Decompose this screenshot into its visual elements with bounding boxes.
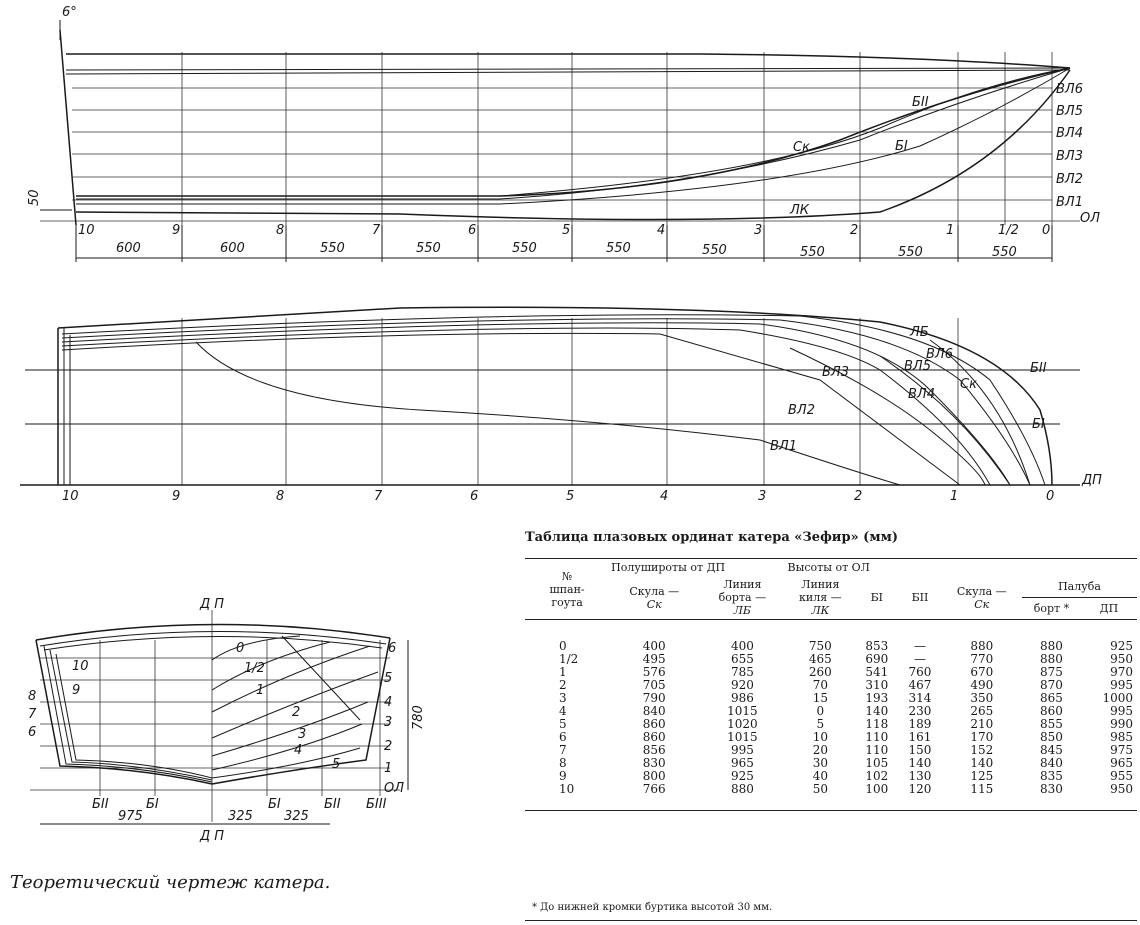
- chine-header-a: Скула —: [629, 584, 680, 598]
- station-number-cell: 2: [559, 678, 567, 692]
- offset-cell: 995: [730, 743, 754, 757]
- lb-header-a: Линия: [723, 578, 762, 591]
- profile-curve-label-chine: Ск: [793, 140, 810, 155]
- plan-station-label: 0: [1046, 489, 1055, 504]
- profile-wl-label: ВЛ6: [1056, 82, 1083, 97]
- station-number-cell: 10: [525, 783, 609, 811]
- lk-header-b: киля —: [799, 591, 842, 604]
- offset-cell: 840: [1039, 756, 1063, 770]
- profile-station-label: 3: [754, 223, 763, 238]
- profile-station-label: 6: [468, 223, 477, 238]
- profile-station-label: 8: [276, 223, 285, 238]
- profile-wl-label: ВЛ1: [1056, 195, 1083, 210]
- offset-cell: 265: [970, 704, 994, 718]
- table-row: [525, 783, 1137, 811]
- body-buttock-label: БII: [324, 797, 341, 812]
- plan-vl2: [62, 333, 960, 485]
- offset-cell: 880: [970, 639, 994, 653]
- body-aft-station-label: 7: [28, 707, 37, 722]
- offset-cell: 105: [865, 756, 889, 770]
- profile-station-label: 10: [78, 223, 95, 238]
- offset-cell: 350: [970, 691, 994, 705]
- profile-wl-label: ВЛ5: [1056, 104, 1083, 119]
- table-title: Таблица плазовых ординат катера «Зефир» (мм): [525, 530, 899, 545]
- plan-station-label: 3: [758, 489, 767, 504]
- offset-cell: 140: [908, 756, 932, 770]
- plan-vl3: [62, 328, 990, 485]
- station-number-cell: 1/2: [559, 652, 579, 666]
- offset-cell: 495: [642, 652, 666, 666]
- body-dim-label: 325: [284, 809, 309, 824]
- offset-cell: 541: [865, 665, 889, 679]
- offset-cell: 880: [1039, 639, 1063, 653]
- profile-spacing-label: 600: [220, 241, 245, 256]
- body-dim-label: 975: [118, 809, 143, 824]
- offset-cell: 161: [908, 730, 932, 744]
- offset-cell: 20: [812, 743, 828, 757]
- body-wl-label: 2: [384, 739, 393, 754]
- offset-cell: 830: [1022, 783, 1081, 811]
- profile-sheer: [66, 54, 1070, 68]
- body-fwd-station-label: 4: [294, 743, 303, 758]
- offset-cell: 845: [1039, 743, 1063, 757]
- offset-cell: 853: [865, 639, 889, 653]
- plan-label-vl4: ВЛ4: [908, 387, 935, 402]
- station-number-cell: 8: [559, 756, 567, 770]
- offset-cell: 260: [808, 665, 832, 679]
- lb-header: [699, 576, 785, 620]
- offset-cell: 870: [1039, 678, 1063, 692]
- profile-station-label: 7: [372, 223, 381, 238]
- body-section-3: [212, 702, 368, 756]
- offset-cell: 995: [1110, 678, 1133, 692]
- offset-cell: 925: [1110, 639, 1133, 653]
- offset-cell: 170: [970, 730, 994, 744]
- offset-cell: 210: [970, 717, 994, 731]
- body-buttock-label: БI: [146, 797, 159, 812]
- figure-caption: Теоретический чертеж катера.: [10, 872, 331, 893]
- plan-station-label: 2: [854, 489, 863, 504]
- body-bottom-dp-label: Д П: [200, 829, 225, 844]
- offset-cell: 490: [970, 678, 994, 692]
- offset-cell: 15: [812, 691, 828, 705]
- body-fwd-station-label: 1: [256, 683, 265, 698]
- body-wl-label: ОЛ: [384, 781, 405, 796]
- plan-label-vl1: ВЛ1: [770, 439, 797, 454]
- plan-label-dp: ДП: [1082, 473, 1102, 488]
- offset-cell: 990: [1110, 717, 1133, 731]
- plan-station-label: 8: [276, 489, 285, 504]
- profile-wl-label: ОЛ: [1080, 211, 1101, 226]
- body-dim-label: 325: [228, 809, 253, 824]
- profile-deck-edge-2: [66, 70, 1070, 74]
- offset-cell: 1015: [727, 704, 758, 718]
- offset-cell: 465: [808, 652, 832, 666]
- lb-header-b: борта —: [718, 591, 767, 604]
- profile-spacing-label: 550: [898, 245, 923, 260]
- half-breadths-header: Полушироты от ДП: [609, 559, 785, 577]
- offset-cell: 125: [970, 769, 994, 783]
- offset-cell: 152: [970, 743, 994, 757]
- body-buttock-label: БIII: [366, 797, 387, 812]
- body-section-9: [44, 646, 212, 782]
- chine2-header-a: Скула —: [956, 584, 1007, 598]
- plan-sheer-lb: [58, 307, 1052, 485]
- plan-station-label: 10: [62, 489, 79, 504]
- profile-spacing-label: 550: [606, 241, 631, 256]
- offset-cell: 110: [865, 730, 889, 744]
- body-buttock-label: БI: [268, 797, 281, 812]
- offset-cell: 120: [898, 783, 941, 811]
- plan-station-grid: [182, 318, 958, 485]
- profile-spacing-label: 550: [800, 245, 825, 260]
- offset-cell: 965: [1110, 756, 1133, 770]
- offset-cell: 790: [642, 691, 666, 705]
- offset-cell: 860: [1039, 704, 1063, 718]
- profile-transom: [60, 30, 76, 225]
- offset-cell: 193: [865, 691, 889, 705]
- plan-station-label: 1: [950, 489, 959, 504]
- offset-cell: 865: [1039, 691, 1063, 705]
- offset-cell: 840: [642, 704, 666, 718]
- offset-cell: 400: [642, 639, 666, 653]
- offset-cell: 50: [785, 783, 855, 811]
- chine-header-b: Ск: [646, 597, 662, 611]
- lk-header-a: Линия: [801, 578, 840, 591]
- offsets-table: [525, 558, 1137, 811]
- offset-cell: 850: [1039, 730, 1063, 744]
- table-row: [525, 620, 1137, 654]
- offset-cell: 1015: [727, 730, 758, 744]
- offset-cell: 880: [1039, 652, 1063, 666]
- plan-station-label: 4: [660, 489, 669, 504]
- station-number-cell: 6: [559, 730, 567, 744]
- offset-cell: 975: [1110, 743, 1133, 757]
- offset-cell: 30: [812, 756, 828, 770]
- chine-header: [609, 576, 699, 620]
- offset-cell: 118: [865, 717, 889, 731]
- offset-cell: 10: [812, 730, 828, 744]
- body-fwd-station-label: 3: [298, 727, 307, 742]
- station-header: [525, 559, 609, 620]
- profile-view: [27, 5, 1100, 262]
- station-number-cell: 9: [559, 769, 567, 783]
- lb-header-c: ЛБ: [733, 604, 752, 617]
- offset-cell: 950: [1110, 652, 1133, 666]
- profile-spacing-label: 550: [416, 241, 441, 256]
- profile-spacing-label: 550: [512, 241, 537, 256]
- profile-offset-label: 50: [27, 189, 42, 206]
- offset-cell: 920: [730, 678, 754, 692]
- offset-cell: 100: [855, 783, 898, 811]
- body-grid: [30, 610, 400, 822]
- offset-cell: 986: [730, 691, 754, 705]
- plan-vl6: [62, 315, 1045, 485]
- offset-cell: —: [913, 639, 926, 653]
- deck-header: Палуба: [1022, 576, 1137, 597]
- offset-cell: 467: [908, 678, 932, 692]
- deck-side-header: борт *: [1022, 597, 1081, 619]
- plan-station-label: 5: [566, 489, 575, 504]
- body-wl-label: 1: [384, 761, 393, 776]
- offset-cell: 785: [730, 665, 754, 679]
- profile-station-label: 1/2: [998, 223, 1019, 238]
- profile-station-label: 0: [1042, 223, 1051, 238]
- offset-cell: 750: [808, 639, 832, 653]
- body-fwd-station-label: 0: [236, 641, 245, 656]
- offset-cell: 855: [1039, 717, 1063, 731]
- offset-cell: 655: [730, 652, 754, 666]
- body-section-fwd-outer: [212, 638, 393, 784]
- plan-station-label: 6: [470, 489, 479, 504]
- offset-cell: 40: [812, 769, 828, 783]
- offset-cell: 5: [816, 717, 825, 731]
- profile-spacing-label: 600: [116, 241, 141, 256]
- plan-station-label: 9: [172, 489, 181, 504]
- offset-cell: 830: [642, 756, 666, 770]
- profile-station-label: 4: [657, 223, 666, 238]
- body-wl-label: 4: [384, 695, 393, 710]
- offset-cell: 150: [908, 743, 932, 757]
- body-section-0: [212, 636, 300, 660]
- profile-spacing-label: 550: [992, 245, 1017, 260]
- offset-cell: 310: [865, 678, 889, 692]
- station-header-line2: шпан-: [549, 582, 585, 596]
- profile-station-label: 9: [172, 223, 181, 238]
- table-footnote: * До нижней кромки буртика высотой 30 мм.: [532, 902, 773, 913]
- plan-station-label: 7: [374, 489, 383, 504]
- plan-label-chine: Ск: [960, 377, 977, 392]
- lk-header-c: ЛК: [811, 604, 830, 617]
- plan-chine-run-2: [880, 356, 1010, 485]
- offset-cell: —: [913, 652, 926, 666]
- profile-curve-label-bii: БII: [912, 95, 929, 110]
- profile-station-label: 2: [850, 223, 859, 238]
- offset-cell: 0: [816, 704, 825, 718]
- plan-label-vl3: ВЛ3: [822, 365, 849, 380]
- offset-cell: 835: [1039, 769, 1063, 783]
- profile-curve-label-keel: ЛК: [790, 203, 810, 218]
- body-wl-label: 5: [384, 671, 393, 686]
- station-header-line1: №: [561, 569, 573, 583]
- offset-cell: 965: [730, 756, 754, 770]
- offset-cell: 985: [1110, 730, 1133, 744]
- station-number-cell: 3: [559, 691, 567, 705]
- offset-cell: 860: [642, 730, 666, 744]
- station-number-cell: 4: [559, 704, 567, 718]
- station-number-cell: 7: [559, 743, 567, 757]
- body-section-half: [212, 642, 330, 690]
- profile-wl-label: ВЛ2: [1056, 172, 1083, 187]
- profile-station-label: 5: [562, 223, 571, 238]
- profile-wl-label: ВЛ3: [1056, 149, 1083, 164]
- offset-cell: 400: [730, 639, 754, 653]
- offset-cell: 690: [865, 652, 889, 666]
- offset-cell: 140: [865, 704, 889, 718]
- table-footer-rule: [525, 920, 1137, 921]
- offset-cell: 130: [908, 769, 932, 783]
- profile-wl-label: ВЛ4: [1056, 126, 1083, 141]
- station-header-line3: гоута: [551, 595, 583, 609]
- profile-curve-label-bi: БI: [895, 139, 908, 154]
- chine2-header-b: Ск: [974, 597, 990, 611]
- offset-cell: 110: [865, 743, 889, 757]
- plan-vl5: [62, 319, 1030, 485]
- profile-spacing-label: 550: [320, 241, 345, 256]
- plan-label-bi: БI: [1032, 417, 1045, 432]
- offset-cell: 1000: [1102, 691, 1133, 705]
- offset-cell: 770: [970, 652, 994, 666]
- offset-cell: 140: [970, 756, 994, 770]
- offset-cell: 705: [642, 678, 666, 692]
- station-number-cell: 1: [559, 665, 567, 679]
- profile-station-label: 1: [946, 223, 955, 238]
- offset-cell: 875: [1039, 665, 1063, 679]
- offset-cell: 860: [642, 717, 666, 731]
- offset-cell: 970: [1110, 665, 1133, 679]
- offset-cell: 102: [865, 769, 889, 783]
- body-height-label: 780: [411, 705, 426, 730]
- body-fwd-station-label: 1/2: [244, 661, 265, 676]
- body-buttock-label: БII: [92, 797, 109, 812]
- plan-label-lb: ЛБ: [910, 325, 929, 340]
- body-wl-label: 3: [384, 715, 393, 730]
- plan-label-vl5: ВЛ5: [904, 359, 931, 374]
- plan-vl4: [62, 323, 1010, 485]
- offset-cell: 950: [1081, 783, 1137, 811]
- body-aft-station-label: 8: [28, 689, 37, 704]
- chine2-header: [942, 576, 1022, 620]
- offset-cell: 766: [609, 783, 699, 811]
- offset-cell: 955: [1110, 769, 1133, 783]
- plan-label-bii: БII: [1030, 361, 1047, 376]
- profile-spacing-label: 550: [702, 243, 727, 258]
- offset-cell: 70: [812, 678, 828, 692]
- offset-cell: 925: [730, 769, 754, 783]
- offset-cell: 995: [1110, 704, 1133, 718]
- offset-cell: 856: [642, 743, 666, 757]
- offset-cell: 670: [970, 665, 994, 679]
- offset-cell: 115: [942, 783, 1022, 811]
- body-aft-station-label: 9: [72, 683, 81, 698]
- profile-keel: [76, 70, 1070, 220]
- bi-header: БI: [855, 576, 898, 620]
- offset-cell: 189: [908, 717, 932, 731]
- body-wl-label: 6: [388, 641, 397, 656]
- profile-rake-label: 6°: [62, 5, 77, 20]
- profile-deck-edge: [66, 68, 1070, 70]
- body-fwd-station-label: 2: [292, 705, 301, 720]
- station-number-cell: 5: [559, 717, 567, 731]
- offset-cell: 230: [908, 704, 932, 718]
- offset-cell: 760: [908, 665, 932, 679]
- body-top-dp-label: Д П: [200, 597, 225, 612]
- plan-label-vl2: ВЛ2: [788, 403, 815, 418]
- plan-label-vl6: ВЛ6: [926, 347, 953, 362]
- offset-cell: 800: [642, 769, 666, 783]
- station-number-cell: 0: [559, 639, 567, 653]
- deck-dp-header: ДП: [1081, 597, 1137, 619]
- offset-cell: 576: [642, 665, 666, 679]
- body-fwd-station-label: 5: [332, 757, 341, 772]
- body-aft-station-label: 10: [72, 659, 89, 674]
- offset-cell: 314: [908, 691, 932, 705]
- lk-header: [785, 576, 855, 620]
- offsets-table-body: [525, 620, 1137, 811]
- body-aft-station-label: 6: [28, 725, 37, 740]
- offset-cell: 1020: [727, 717, 758, 731]
- plan-view: [20, 307, 1102, 504]
- heights-header: Высоты от ОЛ: [785, 559, 1137, 577]
- bii-header: БII: [898, 576, 941, 620]
- body-plan-view: [28, 597, 426, 844]
- offset-cell: 880: [699, 783, 785, 811]
